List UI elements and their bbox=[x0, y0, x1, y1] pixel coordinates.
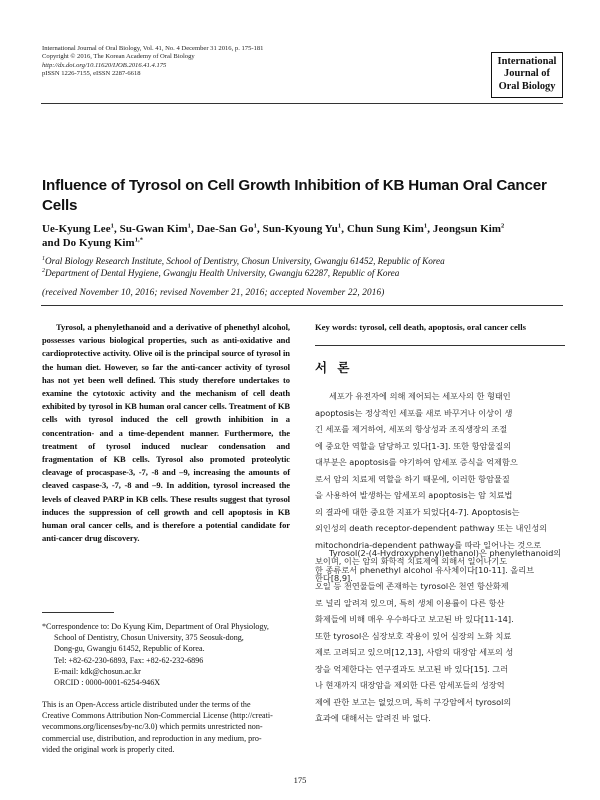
intro-line: 제로 고려되고 있으며[12,13], 사람의 대장암 세포의 성 bbox=[315, 647, 514, 658]
section-divider bbox=[41, 305, 563, 306]
open-access-line: vided the original work is properly cited. bbox=[42, 744, 175, 754]
correspondence-line: Tel: +82-62-230-6893, Fax: +82-62-232-6896 bbox=[54, 655, 204, 665]
author-name: Dae-San Go bbox=[196, 223, 254, 235]
intro-line: 로서 암의 치료제 역할을 하기 때문에, 이러한 항암물질 bbox=[315, 473, 510, 484]
open-access-line: Creative Commons Attribution Non-Commercial License (http://creati- bbox=[42, 711, 273, 721]
header-divider bbox=[41, 103, 563, 104]
affiliation-text: Oral Biology Research Institute, School of Dentistry, Chosun University, Gwangju 61452, Republic of Korea bbox=[45, 256, 445, 266]
article-title: Influence of Tyrosol on Cell Growth Inhibition of KB Human Oral Cancer Cells bbox=[42, 177, 547, 214]
intro-line: 나 현재까지 대장암을 제외한 다른 암세포들의 성장억 bbox=[315, 680, 505, 691]
journal-logo-line: International bbox=[497, 56, 557, 67]
author-affil-mark: 1 bbox=[110, 222, 115, 230]
intro-paragraph-2 bbox=[315, 545, 565, 727]
correspondence-line: Dong-gu, Gwangju 61452, Republic of Korea. bbox=[54, 644, 205, 654]
intro-line: 대부분은 apoptosis를 야기하여 암세포 증식을 억제함으 bbox=[315, 457, 518, 468]
intro-line: 제에 관한 보고는 없었으며, 특히 구강암에서 tyrosol의 bbox=[315, 696, 512, 707]
page-number: 175 bbox=[293, 775, 307, 785]
intro-line: 에 중요한 역할을 담당하고 있다[1-3]. 또한 항암물질의 bbox=[315, 440, 512, 451]
intro-line: 화제들에 비해 매우 우수하다고 보고된 바 있다[11-14]. bbox=[315, 614, 514, 625]
correspondence-line: *Correspondence to: Do Kyung Kim, Department of Oral Physiology, bbox=[42, 622, 269, 631]
journal-logo-line: Oral Biology bbox=[498, 80, 556, 92]
affiliation-item bbox=[42, 268, 562, 280]
intro-line: 로 널리 알려져 있으며, 특히 생체 이용률이 다른 항산 bbox=[315, 597, 505, 608]
intro-line: 효과에 대해서는 알려진 바 없다. bbox=[315, 713, 431, 724]
open-access-line: commercial use, distribution, and reproduction in any medium, pro- bbox=[42, 733, 262, 743]
citation-line: International Journal of Oral Biology, Vol. 41, No. 4 December 31 2016, p. 175-181 bbox=[42, 45, 264, 52]
correspondence-orcid: ORCID : 0000-0001-6254-946X bbox=[54, 678, 161, 688]
intro-line: apoptosis는 정상적인 세포를 새로 바꾸거나 이상이 생 bbox=[315, 407, 513, 418]
author-affil-mark: 1,* bbox=[134, 236, 144, 244]
issn-line: pISSN 1226-7155, eISSN 2287-6618 bbox=[42, 70, 141, 78]
intro-line: 긴 세포를 제거하여, 세포의 항상성과 조직생장의 조절 bbox=[315, 424, 508, 435]
author-name: Jeongsun Kim bbox=[432, 223, 501, 235]
intro-line: 외인성의 death receptor-dependent pathway 또는 내인성의 bbox=[315, 523, 548, 534]
intro-line: 보이며, 이는 암의 화학적 치료제에 의해서 일어나기도 bbox=[315, 556, 508, 567]
author-affil-mark: 1 bbox=[253, 222, 257, 230]
author-name: Do Kyung Kim bbox=[62, 237, 135, 249]
correspondence-footnote bbox=[42, 621, 290, 688]
author-name: Ue-Kyung Lee bbox=[42, 223, 111, 235]
intro-line: 오일 등 천연물들에 존재하는 tyrosol은 천연 항산화제 bbox=[315, 581, 509, 592]
author-name: Su-Gwan Kim bbox=[119, 223, 188, 235]
correspondence-email[interactable]: E-mail: kdk@chosun.ac.kr bbox=[54, 666, 141, 676]
copyright-line: Copyright © 2016, The Korean Academy of Oral Biology bbox=[42, 53, 195, 61]
affiliation-mark: 1 bbox=[42, 255, 45, 262]
intro-line: 의 결과에 대한 중요한 지표가 되었다[4-7]. Apoptosis는 bbox=[315, 506, 520, 517]
author-affil-mark: 1 bbox=[337, 222, 342, 230]
intro-line: Tyrosol(2-(4-Hydroxyphenyl)ethanol)은 phenylethanoid의 bbox=[329, 548, 562, 558]
open-access-line: This is an Open-Access article distributed under the terms of the bbox=[42, 700, 251, 709]
author-list: Ue-Kyung Lee$^1$, Su-Gwan Kim$^1$, Dae-San Go$^1$, Sun-Kyoung Yu$^1$, Chun Sung Kim$^1$, Jeongsun Kim$^2$ and Do Kyung Kim$^{1,*}$ bbox=[42, 222, 505, 249]
journal-citation-header bbox=[42, 45, 372, 79]
intro-line: 세포가 유전자에 의해 제어되는 세포사의 한 형태인 bbox=[329, 391, 511, 401]
intro-line: 또한 tyrosol은 심장보호 작용이 있어 심장의 노화 치료 bbox=[315, 630, 512, 641]
intro-line: 장을 억제한다는 연구결과도 보고된 바 있다[15]. 그러 bbox=[315, 663, 509, 674]
intro-line: 한다[8,9]. bbox=[315, 573, 353, 584]
journal-logo-box bbox=[491, 52, 563, 98]
intro-line: 을 사용하여 발생하는 암세포의 apoptosis는 암 치료법 bbox=[315, 490, 513, 501]
doi-link[interactable]: http://dx.doi.org/10.11620/IJOB.2016.41.4.175 bbox=[42, 61, 167, 69]
intro-line: mitochondria-dependent pathway를 따라 일어나는 것으로 bbox=[315, 539, 542, 550]
footnote-divider bbox=[42, 612, 114, 613]
section-heading-introduction: 서 론 bbox=[315, 360, 353, 375]
author-name: Sun-Kyoung Yu bbox=[262, 223, 338, 235]
open-access-notice bbox=[42, 699, 290, 755]
affiliation-text: Department of Dental Hygiene, Gwangju Health University, Gwangju 62287, Republic of Korea bbox=[45, 267, 400, 278]
author-name: Chun Sung Kim bbox=[346, 223, 424, 235]
intro-line: 한 종류로서 phenethyl alcohol 유사체이다[10-11]. 올리브 bbox=[315, 564, 535, 575]
affiliation-item bbox=[42, 256, 562, 268]
author-conjunction: and bbox=[42, 237, 60, 249]
author-affil-mark: 1 bbox=[187, 222, 192, 230]
keywords: Key words: tyrosol, cell death, apoptosis, oral cancer cells bbox=[315, 322, 526, 332]
author-affil-mark: 1 bbox=[423, 222, 428, 230]
abstract-text: Tyrosol, a phenylethanoid and a derivative of phenethyl alcohol, possesses various biological properties, such as anti-oxidative and cardioprotective activity. Olive oil is the principal source of tyrosol in the human diet. However, so far the anti-cancer activity of tyrosol has not yet been well defined. This study therefore undertakes to examine the cytotoxic activity and the mechanism of cell death exhibited by tyrosol in KB human oral cancer cells. Treatment of KB cells with tyrosol induced the cell growth inhibition in a concentration- and a time-dependent manner. Furthermore, the treatment of tyrosol induced nuclear condensation and fragmentation of KB cells. Tyrosol also promoted proteolytic cleavage of procaspase-3, -7, -8 and –9, increasing the amounts of cleaved caspase-3, -7, -8 and –9. In addition, tyrosol increased the levels of cleaved PARP in KB cells. These results suggest that tyrosol induces the suppression of cell growth and cell apoptosis in KB human oral cancer cells, and is therefore a potential candidate for anti-cancer drug discovery. bbox=[42, 322, 290, 544]
author-affil-mark: 2 bbox=[501, 222, 505, 230]
journal-logo-line: Journal of bbox=[504, 68, 550, 80]
keywords-divider bbox=[315, 345, 565, 346]
open-access-line: vecommons.org/licenses/by-nc/3.0) which permits unrestricted non- bbox=[42, 722, 263, 732]
correspondence-line: School of Dentistry, Chosun University, 375 Seosuk-dong, bbox=[54, 633, 244, 643]
affiliations bbox=[42, 256, 562, 280]
received-dates: (received November 10, 2016; revised November 21, 2016; accepted November 22, 2016) bbox=[42, 287, 385, 297]
affiliation-mark: 2 bbox=[42, 267, 45, 274]
